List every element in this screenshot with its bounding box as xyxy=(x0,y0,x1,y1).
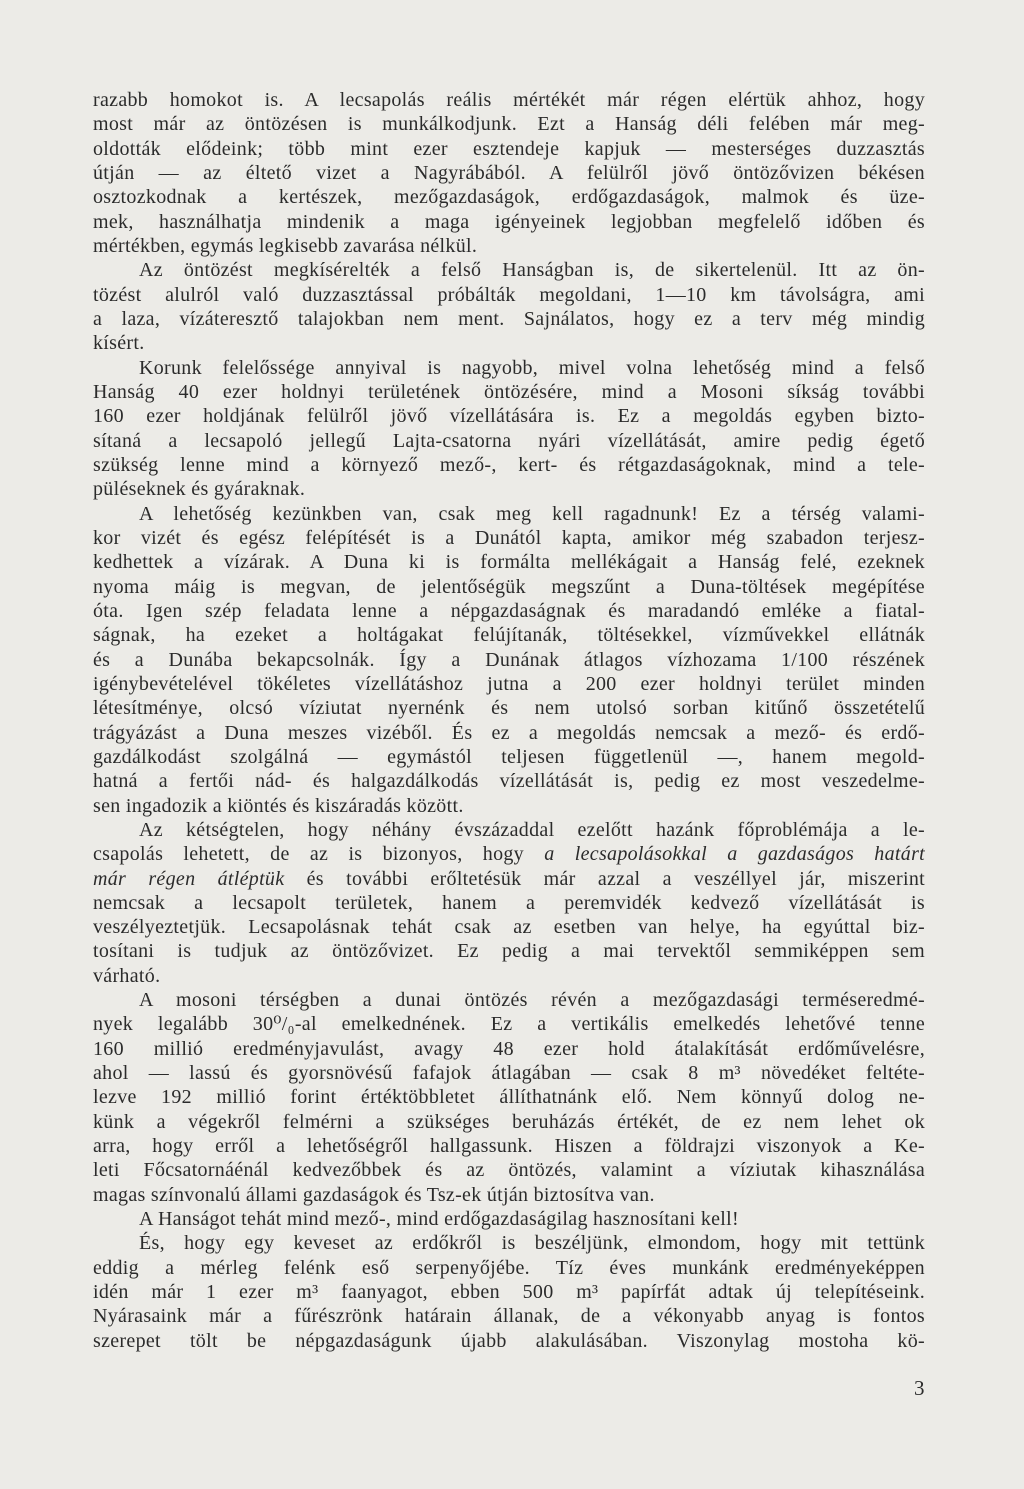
paragraph xyxy=(93,356,925,502)
text-line: nyoma máig is megvan, de jelentőségük megszűnt a Duna-töltések megépítése xyxy=(93,575,925,598)
text-line: Korunk felelőssége annyival is nagyobb, mivel volna lehetőség mind a felső xyxy=(139,356,925,379)
text-line: igénybevételével tökéletes vízellátáshoz jutna a 200 ezer holdnyi terület minden xyxy=(93,672,925,695)
text-line: gazdálkodást szolgálná — egymástól teljesen függetlenül —, hanem megold- xyxy=(93,745,925,768)
paragraph xyxy=(93,988,925,1207)
italic-text-segment: már régen átléptük xyxy=(93,867,285,890)
text-line: kor vizét és egész felépítését is a Dunától kapta, amikor még szabadon terjesz- xyxy=(93,526,925,549)
text-line: a laza, vízáteresztő talajokban nem ment. Sajnálatos, hogy ez a terv még mindig xyxy=(93,307,925,330)
text-line: nemcsak a lecsapolt területek, hanem a peremvidék kedvező vízellátását is xyxy=(93,891,925,914)
text-line: mek, használhatja mindenik a maga igényeinek legjobban megfelelő időben és xyxy=(93,210,925,233)
paragraph xyxy=(93,258,925,355)
text-line: óta. Igen szép feladata lenne a népgazdaságnak és maradandó emléke a fiatal- xyxy=(93,599,925,622)
text-line: sen ingadozik a kiöntés és kiszáradás között. xyxy=(93,794,464,817)
text-line: És, hogy egy keveset az erdőkről is beszéljünk, elmondom, hogy mit tettünk xyxy=(139,1232,925,1255)
text-line: tosítani is tudjuk az öntözővizet. Ez pedig a mai tervektől semmiképpen sem xyxy=(93,940,925,963)
text-line: A Hanságot tehát mind mező-, mind erdőgazdaságilag hasznosítani kell! xyxy=(139,1208,739,1231)
text-line: idén már 1 ezer m³ faanyagot, ebben 500 m³ papírfát adtak új telepítéseink. xyxy=(93,1281,925,1304)
text-line: veszélyeztetjük. Lecsapolásnak tehát csak az esetben van helye, ha egyúttal biz- xyxy=(93,916,925,939)
text-line: magas színvonalú állami gazdaságok és Tsz-ek útján biztosítva van. xyxy=(93,1183,655,1206)
text-line: A lehetőség kezünkben van, csak meg kell ragadnunk! Ez a térség valami- xyxy=(139,502,925,525)
text-line: tözést alulról való duzzasztással próbálták megoldani, 1—10 km távolságra, ami xyxy=(93,283,925,306)
paragraph xyxy=(93,88,925,258)
text-line xyxy=(93,842,925,866)
text-line: razabb homokot is. A lecsapolás reális mértékét már régen elértük ahhoz, hogy xyxy=(93,89,925,111)
paragraph xyxy=(93,502,925,818)
text-line: hatná a fertői nád- és halgazdálkodás vízellátását is, pedig ez most veszedelme- xyxy=(93,770,925,793)
text-segment: csapolás lehetett, de az is bizonyos, hogy xyxy=(93,843,545,866)
text-line: kedhettek a vízárak. A Duna ki is formálta mellékágait a Hanság felé, ezeknek xyxy=(93,551,925,574)
text-line: leti Főcsatornáénál kedvezőbbek és az öntözés, valamint a víziutak kihasználása xyxy=(93,1159,925,1182)
text-line: létesítménye, olcsó víziutat nyernénk és nem utolsó sorban kitűnő összetételű xyxy=(93,697,925,720)
text-line: oldották elődeink; több mint ezer esztendeje kapjuk — mesterséges duzzasztás xyxy=(93,137,925,160)
text-line: osztozkodnak a kertészek, mezőgazdaságok, erdőgazdaságok, malmok és üze- xyxy=(93,186,925,209)
text-line: várható. xyxy=(93,964,161,987)
text-line: ságnak, ha ezeket a holtágakat felújítanák, töltésekkel, vízművekkel ellátnák xyxy=(93,624,925,647)
text-line: ahol — lassú és gyorsnövésű fafajok átlagában — csak 8 m³ növedéket feltéte- xyxy=(93,1062,925,1085)
text-line: lezve 192 millió forint értéktöbbletet állíthatnánk elő. Nem könnyű dolog ne- xyxy=(93,1086,925,1109)
text-line: nyek legalább 30⁰/₀-al emelkednének. Ez a vertikális emelkedés lehetővé tenne xyxy=(93,1013,925,1036)
text-line: útján — az éltető vizet a Nagyrábából. A felülről jövő öntözővizen békésen xyxy=(93,161,925,184)
text-line: püléseknek és gyáraknak. xyxy=(93,478,306,501)
text-line: arra, hogy erről a lehetőségről hallgassunk. Hiszen a földrajzi viszonyok a Ke- xyxy=(93,1135,925,1158)
text-line: Az öntözést megkísérelték a felső Hanságban is, de sikertelenül. Itt az ön- xyxy=(139,259,925,282)
paragraph xyxy=(93,1207,925,1231)
text-line: kísért. xyxy=(93,332,145,355)
text-line: 160 ezer holdjának felülről jövő vízellátására is. Ez a megoldás egyben bizto- xyxy=(93,405,925,428)
text-line: 160 millió eredményjavulást, avagy 48 ezer hold átalakítását erdőművelésre, xyxy=(93,1037,925,1060)
text-segment: és további erőltetésük már azzal a veszéllyel jár, miszerint xyxy=(284,867,925,890)
text-line: most már az öntözésen is munkálkodjunk. Ezt a Hanság déli felében már meg- xyxy=(93,113,925,136)
text-line: sítaná a lecsapoló jellegű Lajta-csatorna nyári vízellátását, amire pedig égető xyxy=(93,429,925,452)
text-line: és a Dunába bekapcsolnák. Így a Dunának átlagos vízhozama 1/100 részének xyxy=(93,648,925,671)
text-line: A mosoni térségben a dunai öntözés révén a mezőgazdasági terméseredmé- xyxy=(139,989,925,1012)
text-line: eddig a mérleg felénk eső serpenyőjébe. Tíz éves munkánk eredményeképpen xyxy=(93,1256,925,1279)
text-line: Hanság 40 ezer holdnyi területének öntözésére, mind a Mosoni síkság további xyxy=(93,380,925,403)
italic-text-segment: a lecsapolásokkal a gazdaságos határt xyxy=(544,843,925,866)
text-line: szerepet tölt be népgazdaságunk újabb alakulásában. Viszonylag mostoha kö- xyxy=(93,1329,925,1352)
page-body xyxy=(93,88,925,1353)
paragraph xyxy=(93,818,925,988)
text-line: mértékben, egymás legkisebb zavarása nélkül. xyxy=(93,234,478,257)
text-line xyxy=(93,867,925,891)
text-line: trágyázást a Duna meszes vizéből. És ez a megoldás nemcsak a mező- és erdő- xyxy=(93,721,925,744)
paragraph xyxy=(93,1231,925,1353)
text-line: Nyárasaink már a fűrészrönk határain állanak, de a vékonyabb anyag is fontos xyxy=(93,1305,925,1328)
page-number: 3 xyxy=(914,1376,925,1400)
text-line: szükség lenne mind a környező mező-, kert- és rétgazdaságoknak, mind a tele- xyxy=(93,453,925,476)
text-line: künk a végekről felmérni a szükséges beruházás értékét, de ez nem lehet ok xyxy=(93,1110,925,1133)
text-line: Az kétségtelen, hogy néhány évszázaddal ezelőtt hazánk főproblémája a le- xyxy=(139,818,925,841)
